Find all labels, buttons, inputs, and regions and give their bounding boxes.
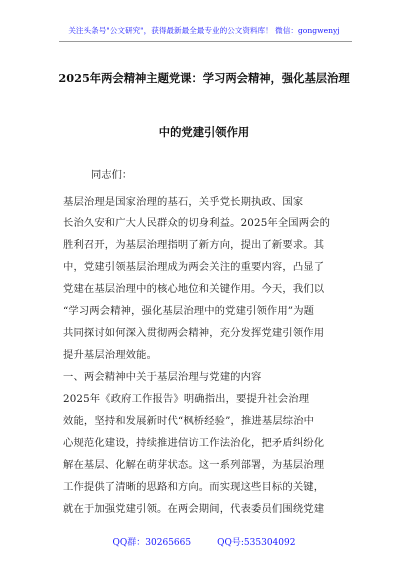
header-banner: 关注头条号"公文研究"，获得最新最全最专业的公文资料库！ 微信：gongwenyj — [68, 26, 340, 35]
body-line: 共同探讨如何深入贯彻两会精神，充分发挥党建引领作用 — [63, 327, 325, 339]
footer-qq-group: QQ群：30265665 — [112, 538, 192, 548]
header-divider — [59, 41, 352, 42]
body-line: 就在于加强党建引领。在两会期间，代表委员们围绕党建 — [63, 503, 325, 515]
body-line: 提升基层治理效能。 — [63, 349, 158, 361]
body-line: 效能，坚持和发展新时代“枫桥经验”，推进基层综治中 — [63, 415, 315, 427]
body-line: 工作提供了清晰的思路和方向。而实现这些目标的关键， — [63, 481, 325, 493]
body-line: 长治久安和广大人民群众的切身利益。2025年全国两会的 — [63, 217, 331, 229]
footer-contact — [0, 535, 408, 548]
document-title-line-2: 中的党建引领作用 — [158, 125, 250, 139]
document-title-line-1: 2025年两会精神主题党课：学习两会精神，强化基层治理 — [58, 71, 350, 85]
body-line: “学习两会精神，强化基层治理中的党建引领作用”为题 — [63, 305, 315, 317]
body-line: 解在基层、化解在萌芽状态。这一系列部署，为基层治理 — [63, 459, 325, 471]
body-line: 中，党建引领基层治理成为两会关注的重要内容，凸显了 — [63, 261, 325, 273]
salutation: 同志们： — [91, 169, 133, 181]
body-line: 心规范化建设，持续推进信访工作法治化，把矛盾纠纷化 — [63, 437, 325, 449]
body-line: 2025年《政府工作报告》明确指出，要提升社会治理 — [63, 393, 310, 405]
section-heading: 一、两会精神中关于基层治理与党建的内容 — [63, 371, 262, 383]
body-line: 党建在基层治理中的核心地位和关键作用。今天，我们以 — [63, 283, 325, 295]
body-line: 基层治理是国家治理的基石，关乎党长期执政、国家 — [63, 196, 304, 208]
body-line: 胜利召开，为基层治理指明了新方向，提出了新要求。其 — [63, 239, 325, 251]
footer-qq-number: QQ号:535304092 — [217, 538, 296, 548]
